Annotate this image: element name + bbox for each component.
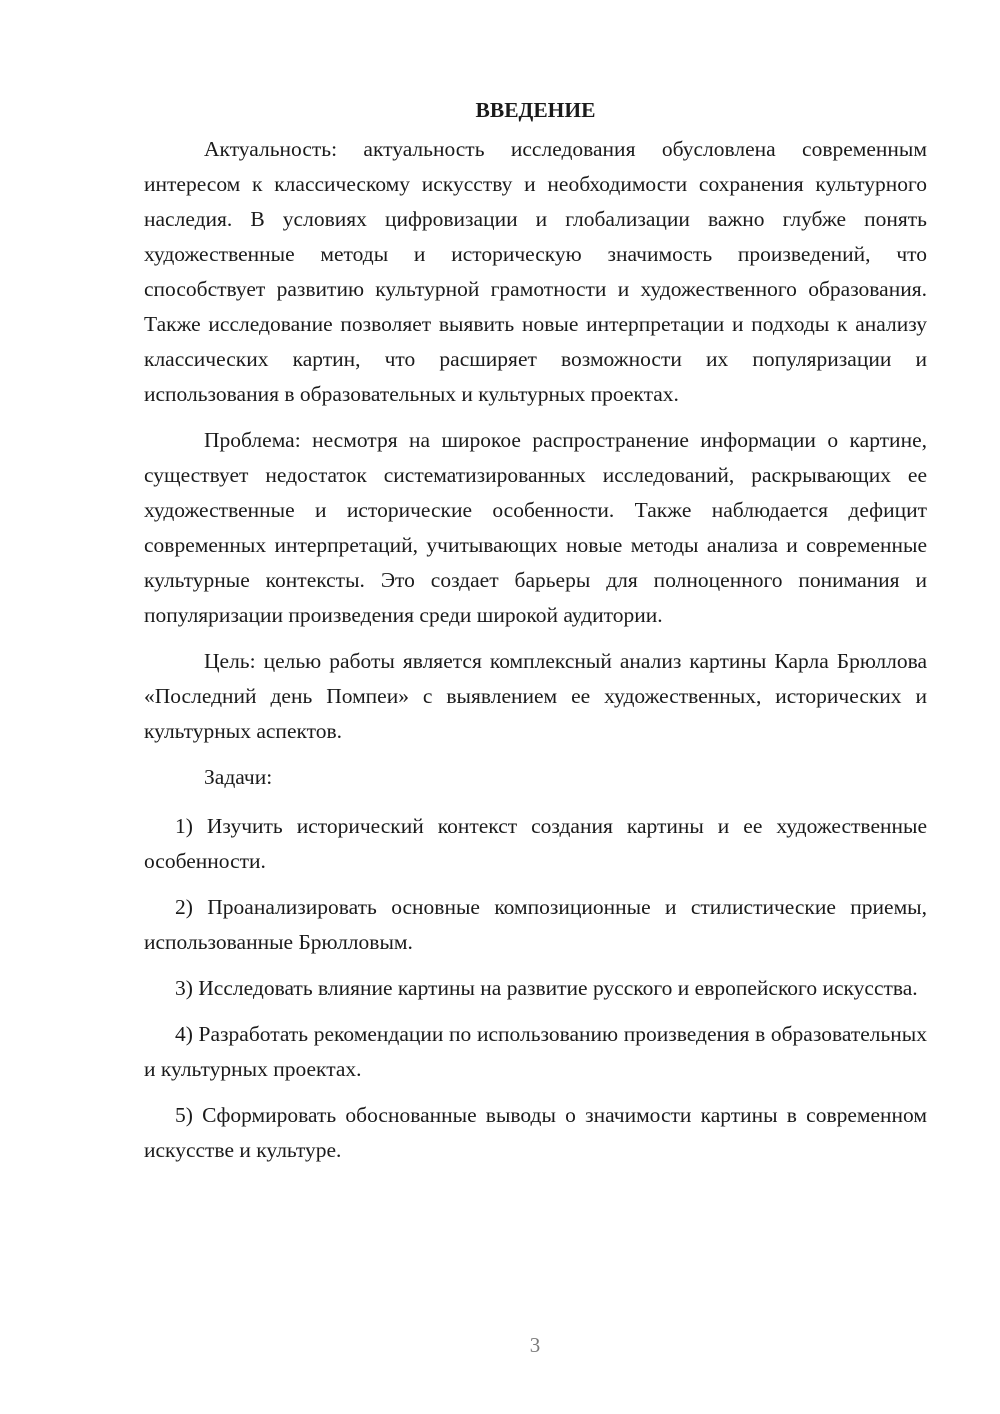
section-title: ВВЕДЕНИЕ	[475, 98, 596, 122]
page-content	[144, 92, 927, 1179]
relevance-paragraph: Актуальность: актуальность исследования обусловлена современным интересом к классическому искусству и необходимости сохранения культурного наследия. В условиях цифровизации и глобализации важно глубже понять художественные методы и историческую значимость произведений, что способствует развитию культурной грамотности и художественного образования. Также исследование позволяет выявить новые интерпретации и подходы к анализу классических картин, что расширяет возможности их популяризации и использования в образовательных и культурных проектах.	[144, 137, 927, 406]
goal-paragraph: Цель: целью работы является комплексный анализ картины Карла Брюллова «Последний день Помпеи» с выявлением ее художественных, исторических и культурных аспектов.	[144, 649, 927, 743]
page-number: 3	[529, 1333, 541, 1357]
task-item-4: 4) Разработать рекомендации по использованию произведения в образовательных и культурных проектах.	[144, 1022, 927, 1081]
task-item-5: 5) Сформировать обоснованные выводы о значимости картины в современном искусстве и культуре.	[144, 1103, 927, 1162]
task-item-2: 2) Проанализировать основные композиционные и стилистические приемы, использованные Брюлловым.	[144, 895, 927, 954]
tasks-list	[144, 809, 927, 1168]
task-item-3: 3) Исследовать влияние картины на развитие русского и европейского искусства.	[175, 976, 918, 1000]
task-item-1: 1) Изучить исторический контекст создания картины и ее художественные особенности.	[144, 814, 927, 873]
problem-paragraph: Проблема: несмотря на широкое распространение информации о картине, существует недостаток систематизированных исследований, раскрывающих ее художественные и исторические особенности. Также наблюдается дефицит современных интерпретаций, учитывающих новые методы анализа и современные культурные контексты. Это создает барьеры для полноценного понимания и популяризации произведения среди широкой аудитории.	[144, 428, 927, 627]
tasks-heading: Задачи:	[204, 765, 273, 789]
